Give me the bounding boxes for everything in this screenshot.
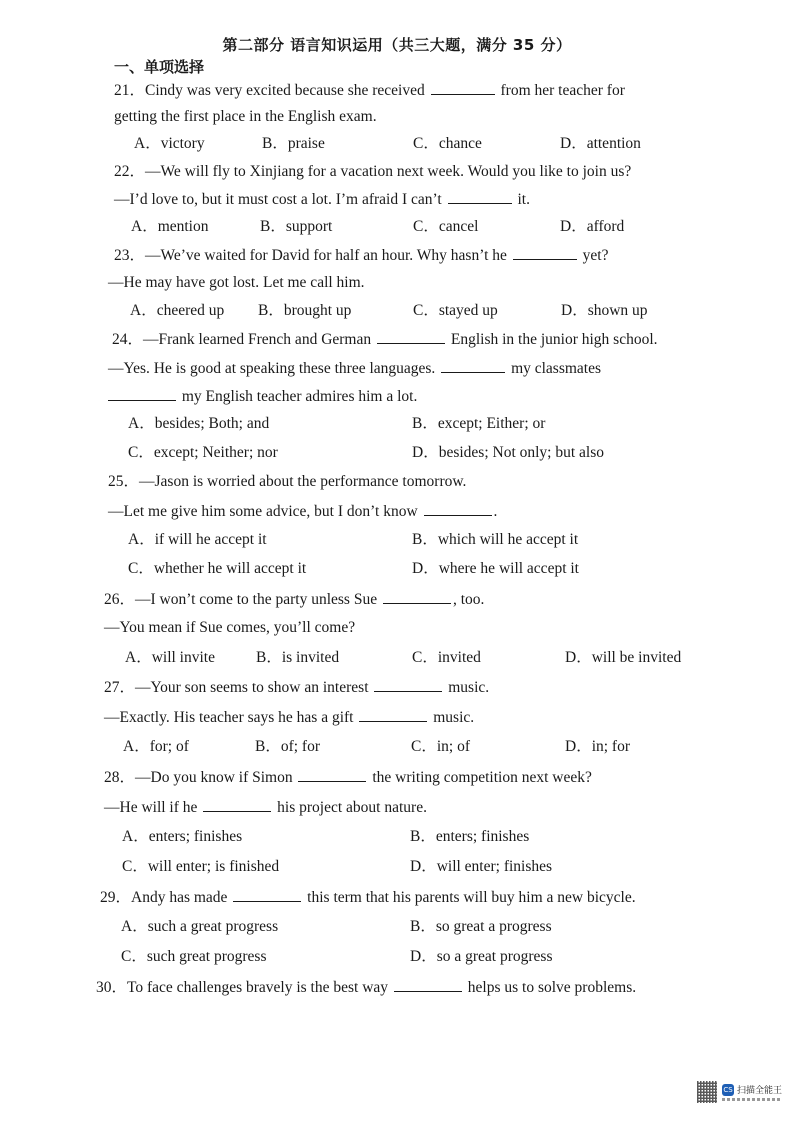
question-27-stem: 27．—Your son seems to show an interest music.	[104, 679, 490, 696]
question-24-reply-cont: my English teacher admires him a lot.	[106, 386, 417, 407]
answer-blank	[374, 677, 442, 692]
question-21-stem-cont: getting the first place in the English exam.	[114, 108, 377, 125]
answer-blank	[108, 386, 176, 401]
option-c: C．chance	[413, 135, 482, 152]
question-28-stem: 28．—Do you know if Simon the writing competition next week?	[104, 769, 592, 786]
answer-blank	[298, 767, 366, 782]
question-25-stem: 25．—Jason is worried about the performance tomorrow.	[108, 473, 467, 490]
option-d: D．besides; Not only; but also	[412, 444, 605, 461]
option-a: A．victory	[134, 135, 205, 152]
option-d: D．afford	[560, 218, 625, 235]
answer-blank	[377, 329, 445, 344]
option-b: B．enters; finishes	[410, 828, 530, 845]
option-b: B．of; for	[255, 738, 321, 755]
option-c: C．will enter; is finished	[122, 858, 280, 875]
question-24-stem: 24．—Frank learned French and German English in the junior high school.	[112, 331, 658, 348]
option-b: B．so great a progress	[410, 918, 552, 935]
option-a: A．enters; finishes	[122, 828, 243, 845]
question-25-reply: —Let me give him some advice, but I don’t know .	[108, 503, 498, 520]
option-a: A．will invite	[125, 649, 215, 666]
option-a: A．cheered up	[130, 302, 225, 319]
question-23-reply: —He may have got lost. Let me call him.	[108, 274, 365, 291]
answer-blank	[383, 589, 451, 604]
option-b: B．support	[260, 218, 333, 235]
question-28-reply: —He will if he his project about nature.	[104, 799, 427, 816]
option-d: D．in; for	[565, 738, 631, 755]
answer-blank	[448, 189, 512, 204]
option-b: B．brought up	[258, 302, 352, 319]
option-b: B．praise	[262, 135, 325, 152]
question-24-reply: —Yes. He is good at speaking these three languages. my classmates	[108, 360, 602, 377]
option-b: B．is invited	[256, 649, 340, 666]
option-a: A．besides; Both; and	[128, 415, 270, 432]
question-22-reply: —I’d love to, but it must cost a lot. I’m afraid I can’t it.	[114, 191, 530, 208]
option-c: C．such great progress	[121, 948, 267, 965]
answer-blank	[513, 245, 577, 260]
option-c: C．except; Neither; nor	[128, 444, 278, 461]
answer-blank	[431, 80, 495, 95]
option-c: C．invited	[412, 649, 481, 666]
option-d: D．shown up	[561, 302, 648, 319]
answer-blank	[424, 501, 492, 516]
option-b: B．except; Either; or	[412, 415, 546, 432]
answer-blank	[233, 887, 301, 902]
answer-blank	[203, 797, 271, 812]
scanner-logo-icon: CS	[723, 1086, 733, 1094]
option-a: A．mention	[131, 218, 209, 235]
section-heading: 一、单项选择	[114, 58, 205, 76]
option-d: D．so a great progress	[410, 948, 553, 965]
option-d: D．where he will accept it	[412, 560, 579, 577]
question-30-stem: 30．To face challenges bravely is the best way helps us to solve problems.	[96, 979, 637, 996]
option-b: B．which will he accept it	[412, 531, 579, 548]
question-26-stem: 26．—I won’t come to the party unless Sue , too.	[104, 591, 485, 608]
option-d: D．will enter; finishes	[410, 858, 553, 875]
question-29-stem: 29．Andy has made this term that his parents will buy him a new bicycle.	[100, 889, 636, 906]
option-a: A．for; of	[123, 738, 189, 755]
scanner-app-name: 扫描全能王	[737, 1086, 783, 1096]
page-title: 第二部分 语言知识运用（共三大题，满分 35 分）	[222, 36, 572, 54]
option-a: A．if will he accept it	[128, 531, 267, 548]
answer-blank	[359, 707, 427, 722]
question-23-stem: 23．—We’ve waited for David for half an hour. Why hasn’t he yet?	[114, 247, 609, 264]
option-c: C．in; of	[411, 738, 470, 755]
watermark-subtext	[722, 1098, 780, 1101]
option-d: D．attention	[560, 135, 641, 152]
option-c: C．whether he will accept it	[128, 560, 307, 577]
answer-blank	[394, 977, 462, 992]
option-c: C．stayed up	[413, 302, 498, 319]
qr-code-icon	[697, 1081, 717, 1103]
question-22-stem: 22．—We will fly to Xinjiang for a vacation next week. Would you like to join us?	[114, 163, 632, 180]
question-21-stem: 21．Cindy was very excited because she received from her teacher for	[114, 82, 625, 99]
option-d: D．will be invited	[565, 649, 682, 666]
question-27-reply: —Exactly. His teacher says he has a gift music.	[104, 709, 475, 726]
option-c: C．cancel	[413, 218, 479, 235]
answer-blank	[441, 358, 505, 373]
option-a: A．such a great progress	[121, 918, 279, 935]
question-26-reply: —You mean if Sue comes, you’ll come?	[104, 619, 356, 636]
